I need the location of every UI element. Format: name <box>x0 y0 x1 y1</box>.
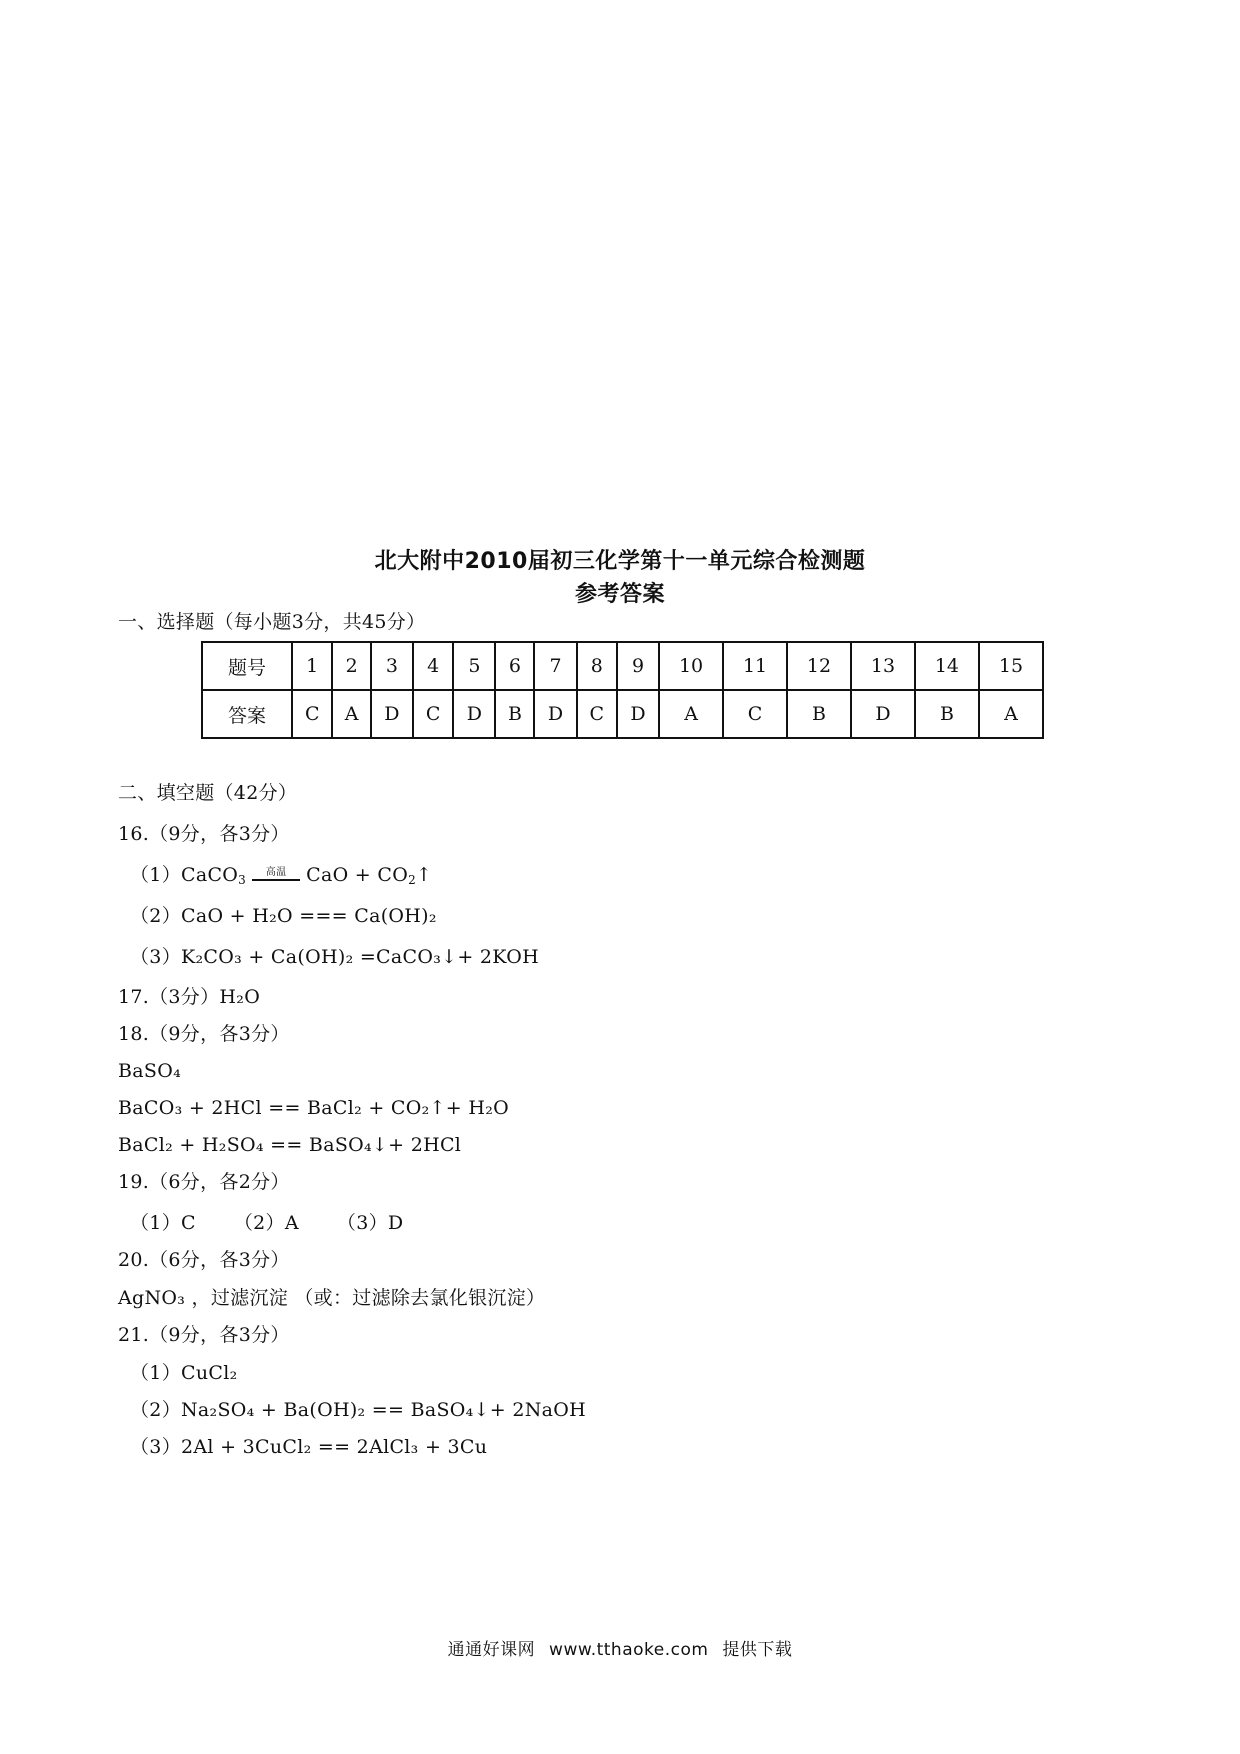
page-footer <box>0 1635 1240 1660</box>
reaction-condition <box>252 868 300 881</box>
q16-a1-sub3: 3 <box>238 873 247 887</box>
table-cell-answer: A <box>979 690 1043 738</box>
section1-heading: 一、选择题（每小题3分，共45分） <box>118 611 426 633</box>
table-cell-answer: D <box>371 690 413 738</box>
table-cell-answer: C <box>413 690 453 738</box>
table-cell-number: 8 <box>577 642 617 690</box>
page-subtitle: 参考答案 <box>574 582 665 607</box>
table-cell-answer: C <box>577 690 617 738</box>
q17-answer: 17.（3分）H₂O <box>118 986 261 1008</box>
q18-line-2: BaCO₃ + 2HCl == BaCl₂ + CO₂↑+ H₂O <box>118 1097 510 1119</box>
table-cell-answer: A <box>659 690 723 738</box>
footer-suffix: 提供下载 <box>722 1640 793 1660</box>
table-cell-answer: D <box>534 690 576 738</box>
table-header-answer: 答案 <box>202 690 292 738</box>
table-cell-answer: C <box>292 690 332 738</box>
q16-answer-2: （2）CaO + H₂O === Ca(OH)₂ <box>130 905 437 927</box>
table-cell-number: 13 <box>851 642 915 690</box>
q16-answer-1 <box>130 862 432 893</box>
answer-table <box>201 641 1044 739</box>
q19-label: 19.（6分，各2分） <box>118 1171 290 1193</box>
q16-a1-sub2: 2 <box>408 873 417 887</box>
table-cell-number: 5 <box>453 642 495 690</box>
footer-site-name: 通通好课网 <box>447 1640 536 1660</box>
table-cell-number: 12 <box>787 642 851 690</box>
table-cell-number: 2 <box>332 642 370 690</box>
table-cell-answer: B <box>915 690 979 738</box>
table-cell-number: 4 <box>413 642 453 690</box>
table-cell-answer: A <box>332 690 370 738</box>
condition-label: 高温 <box>265 867 287 878</box>
page-title: 北大附中2010届初三化学第十一单元综合检测题 <box>374 549 866 574</box>
table-cell-number: 14 <box>915 642 979 690</box>
footer-url[interactable]: www.tthaoke.com <box>549 1640 709 1660</box>
table-row-numbers <box>202 642 1043 690</box>
q18-line-3: BaCl₂ + H₂SO₄ == BaSO₄↓+ 2HCl <box>118 1134 462 1156</box>
section2-heading: 二、填空题（42分） <box>118 782 298 804</box>
table-cell-number: 11 <box>723 642 787 690</box>
table-cell-answer: D <box>453 690 495 738</box>
table-cell-answer: B <box>495 690 534 738</box>
q18-label: 18.（9分，各3分） <box>118 1023 290 1045</box>
table-cell-answer: B <box>787 690 851 738</box>
table-cell-answer: C <box>723 690 787 738</box>
q16-a1-prefix: （1）CaCO <box>130 864 239 886</box>
q16-label: 16.（9分，各3分） <box>118 823 290 845</box>
table-cell-number: 10 <box>659 642 723 690</box>
q20-answer: AgNO₃ ，过滤沉淀 （或：过滤除去氯化银沉淀） <box>118 1287 546 1309</box>
q21-answer-1: （1）CuCl₂ <box>130 1362 238 1384</box>
gas-arrow-icon: ↑ <box>416 864 433 886</box>
q16-answer-3: （3）K₂CO₃ + Ca(OH)₂ =CaCO₃↓+ 2KOH <box>130 946 540 968</box>
q21-answer-3: （3）2Al + 3CuCl₂ == 2AlCl₃ + 3Cu <box>130 1436 488 1458</box>
q19-answers: （1）C （2）A （3）D <box>130 1212 404 1234</box>
table-cell-number: 6 <box>495 642 534 690</box>
table-cell-number: 15 <box>979 642 1043 690</box>
condition-bar <box>252 879 300 881</box>
q21-answer-2: （2）Na₂SO₄ + Ba(OH)₂ == BaSO₄↓+ 2NaOH <box>130 1399 587 1421</box>
q20-label: 20.（6分，各3分） <box>118 1249 290 1271</box>
q16-a1-rest: CaO + CO <box>306 864 409 886</box>
q21-label: 21.（9分，各3分） <box>118 1324 290 1346</box>
q18-line-1: BaSO₄ <box>118 1060 181 1082</box>
table-cell-answer: D <box>617 690 659 738</box>
table-header-number: 题号 <box>202 642 292 690</box>
table-cell-answer: D <box>851 690 915 738</box>
table-row-answers <box>202 690 1043 738</box>
table-cell-number: 7 <box>534 642 576 690</box>
table-cell-number: 3 <box>371 642 413 690</box>
table-cell-number: 9 <box>617 642 659 690</box>
table-cell-number: 1 <box>292 642 332 690</box>
